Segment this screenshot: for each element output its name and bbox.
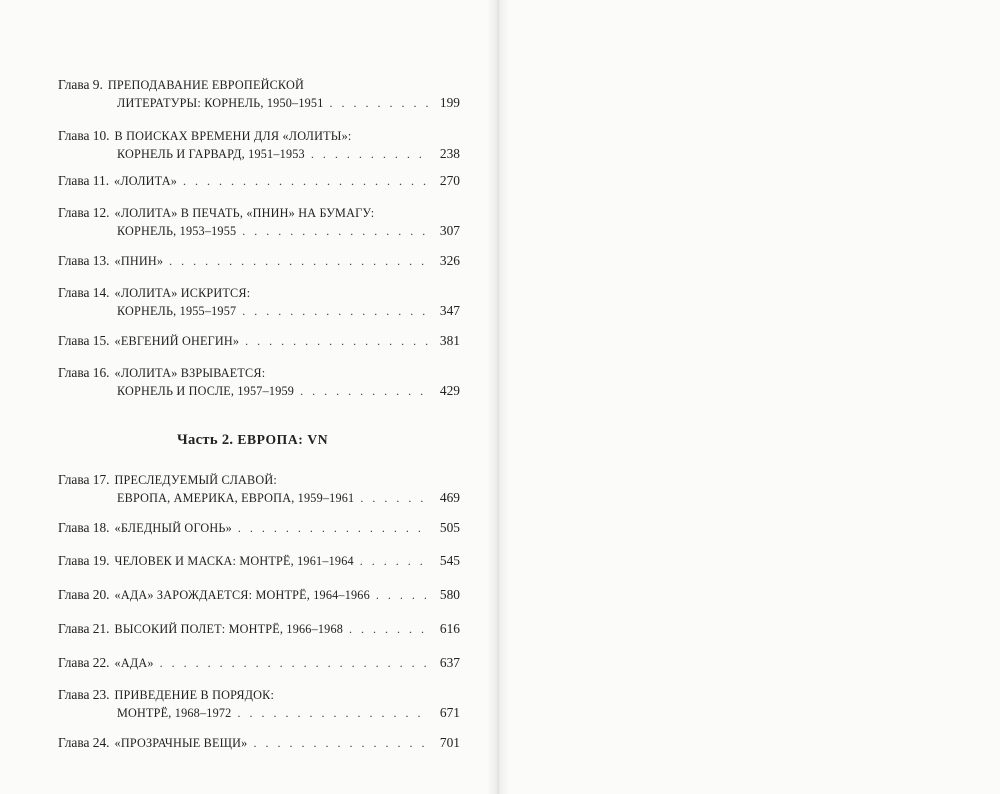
dot-leader [183, 172, 428, 190]
toc-entry-ch24 [58, 734, 460, 752]
page-number: 199 [439, 95, 460, 110]
toc-entry-ch17 [58, 471, 460, 507]
left-page [0, 0, 497, 794]
chapter-title: «ЛОЛИТА» ИСКРИТСЯ: [114, 286, 251, 300]
chapter-title: ЧЕЛОВЕК И МАСКА: МОНТРЁ, 1961–1964 [114, 554, 354, 568]
chapter-label: Глава 21. [58, 621, 110, 636]
chapter-label: Глава 23. [58, 687, 110, 702]
page-number: 469 [439, 490, 460, 505]
dot-leader [311, 145, 428, 163]
part-heading [177, 432, 328, 449]
chapter-label: Глава 24. [58, 735, 110, 750]
toc-entry-ch22 [58, 654, 460, 672]
toc-entry-ch23 [58, 686, 460, 722]
page-number: 580 [439, 587, 460, 602]
toc-entry-ch19 [58, 552, 460, 570]
page-number: 381 [439, 333, 460, 348]
chapter-title-cont: ЛИТЕРАТУРЫ: КОРНЕЛЬ, 1950–1951 [117, 96, 324, 110]
chapter-label: Глава 19. [58, 553, 110, 568]
dot-leader [169, 252, 428, 270]
chapter-title: ПРИВЕДЕНИЕ В ПОРЯДОК: [114, 688, 275, 702]
chapter-title: «ЛОЛИТА» ВЗРЫВАЕТСЯ: [114, 366, 266, 380]
dot-leader [360, 552, 428, 570]
toc-entry-ch16 [58, 364, 460, 400]
chapter-title: «ЛОЛИТА» [114, 174, 177, 188]
dot-leader [242, 222, 428, 240]
page-number: 671 [439, 705, 460, 720]
toc-entry-ch18 [58, 519, 460, 537]
chapter-label: Глава 16. [58, 365, 110, 380]
chapter-title: «ПРОЗРАЧНЫЕ ВЕЩИ» [114, 736, 248, 750]
page-number: 505 [439, 520, 460, 535]
chapter-label: Глава 9. [58, 77, 103, 92]
toc-entry-ch21 [58, 620, 460, 638]
chapter-title: «ПНИН» [114, 254, 164, 268]
chapter-label: Глава 15. [58, 333, 110, 348]
dot-leader [242, 302, 428, 320]
dot-leader [238, 519, 428, 537]
chapter-label: Глава 17. [58, 472, 110, 487]
chapter-label: Глава 12. [58, 205, 110, 220]
chapter-label: Глава 11. [58, 173, 110, 188]
dot-leader [253, 734, 428, 752]
chapter-title: «АДА» [114, 656, 154, 670]
dot-leader [360, 489, 428, 507]
chapter-title: «АДА» ЗАРОЖДАЕТСЯ: МОНТРЁ, 1964–1966 [114, 588, 370, 602]
dot-leader [237, 704, 428, 722]
chapter-label: Глава 20. [58, 587, 110, 602]
page-number: 307 [439, 223, 460, 238]
page-number: 347 [439, 303, 460, 318]
chapter-title-cont: КОРНЕЛЬ, 1953–1955 [117, 224, 237, 238]
toc-entry-ch15 [58, 332, 460, 350]
toc-entry-ch12 [58, 204, 460, 240]
page-number: 545 [439, 553, 460, 568]
page-number: 701 [439, 735, 460, 750]
chapter-title: ВЫСОКИЙ ПОЛЕТ: МОНТРЁ, 1966–1968 [114, 622, 344, 636]
chapter-label: Глава 22. [58, 655, 110, 670]
page-number: 637 [439, 655, 460, 670]
right-page [497, 0, 1000, 794]
chapter-title: «БЛЕДНЫЙ ОГОНЬ» [114, 521, 232, 535]
chapter-title: ПРЕСЛЕДУЕМЫЙ СЛАВОЙ: [114, 473, 277, 487]
chapter-label: Глава 13. [58, 253, 110, 268]
dot-leader [300, 382, 428, 400]
chapter-label: Глава 18. [58, 520, 110, 535]
chapter-title: «ЕВГЕНИЙ ОНЕГИН» [114, 334, 240, 348]
page-number: 429 [439, 383, 460, 398]
dot-leader [160, 654, 428, 672]
chapter-title-cont: КОРНЕЛЬ И ГАРВАРД, 1951–1953 [117, 147, 305, 161]
dot-leader [330, 94, 428, 112]
page-number: 270 [439, 173, 460, 188]
dot-leader [376, 586, 428, 604]
chapter-title-cont: КОРНЕЛЬ И ПОСЛЕ, 1957–1959 [117, 384, 295, 398]
toc-entry-ch9 [58, 76, 460, 112]
part-number: Часть 2. [177, 432, 234, 448]
toc-entry-ch20 [58, 586, 460, 604]
page-number: 616 [439, 621, 460, 636]
page-number: 326 [439, 253, 460, 268]
chapter-title-cont: ЕВРОПА, АМЕРИКА, ЕВРОПА, 1959–1961 [117, 491, 355, 505]
dot-leader [245, 332, 428, 350]
book-gutter-shadow [487, 0, 509, 794]
toc-entry-ch10 [58, 127, 460, 163]
chapter-label: Глава 14. [58, 285, 110, 300]
dot-leader [349, 620, 428, 638]
chapter-title-cont: КОРНЕЛЬ, 1955–1957 [117, 304, 237, 318]
part-title: ЕВРОПА: VN [237, 432, 329, 447]
toc-entry-ch14 [58, 284, 460, 320]
chapter-title-cont: МОНТРЁ, 1968–1972 [117, 706, 232, 720]
page-number: 238 [439, 146, 460, 161]
chapter-title: В ПОИСКАХ ВРЕМЕНИ ДЛЯ «ЛОЛИТЫ»: [114, 129, 352, 143]
chapter-title: «ЛОЛИТА» В ПЕЧАТЬ, «ПНИН» НА БУМАГУ: [114, 206, 375, 220]
chapter-label: Глава 10. [58, 128, 110, 143]
toc-entry-ch13 [58, 252, 460, 270]
chapter-title: ПРЕПОДАВАНИЕ ЕВРОПЕЙСКОЙ [107, 78, 304, 92]
toc-entry-ch11 [58, 172, 460, 190]
